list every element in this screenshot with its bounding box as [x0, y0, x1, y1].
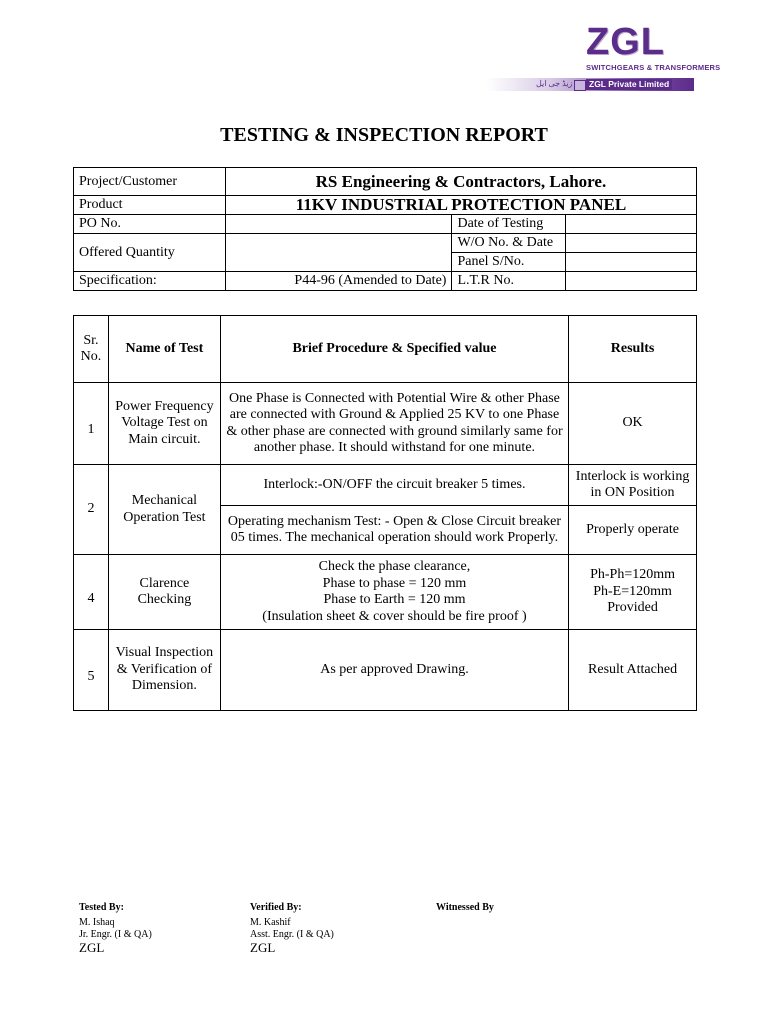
- witnessed-by-block: [436, 902, 494, 914]
- logo-tagline: SWITCHGEARS & TRANSFORMERS: [586, 63, 721, 72]
- spec-label: Specification:: [74, 272, 226, 291]
- procedure-line: Phase to Earth = 120 mm: [323, 592, 466, 607]
- po-label: PO No.: [74, 215, 226, 234]
- row-procedure: Operating mechanism Test: - Open & Close Circuit breaker 05 times. The mechanical operation should work Properly.: [220, 506, 568, 555]
- date-value: [566, 215, 697, 234]
- info-row-spec: [74, 272, 697, 291]
- row-result: Result Attached: [569, 630, 697, 711]
- row-sr: 5: [74, 630, 109, 711]
- ltr-label: L.T.R No.: [452, 272, 566, 291]
- tested-by-org: ZGL: [79, 940, 105, 955]
- witnessed-by-heading: Witnessed By: [436, 902, 494, 913]
- wo-value: [566, 234, 697, 253]
- po-value: [225, 215, 452, 234]
- header-results: Results: [569, 316, 697, 383]
- verified-by-designation: Asst. Engr. (I & QA): [250, 929, 334, 940]
- row-test-name: Power Frequency Voltage Test on Main circuit.: [108, 383, 220, 465]
- qty-label: Offered Quantity: [74, 234, 226, 272]
- tested-by-block: [79, 902, 152, 955]
- verified-by-org: ZGL: [250, 940, 276, 955]
- tests-header-row: [74, 316, 697, 383]
- info-row-qty: [74, 234, 697, 253]
- spec-value: P44-96 (Amended to Date): [225, 272, 452, 291]
- row-procedure: [220, 555, 568, 630]
- row-test-name: Visual Inspection & Verification of Dimension.: [108, 630, 220, 711]
- row-result: [569, 555, 697, 630]
- row-test-name: Clarence Checking: [108, 555, 220, 630]
- table-row: [74, 383, 697, 465]
- info-row-product: [74, 196, 697, 215]
- verified-by-name: M. Kashif: [250, 917, 291, 928]
- result-line: Provided: [607, 600, 658, 616]
- verified-by-block: [250, 902, 334, 955]
- result-line: Ph-Ph=120mm: [590, 567, 676, 583]
- ltr-value: [566, 272, 697, 291]
- procedure-line: Check the phase clearance,: [318, 559, 471, 574]
- row-result: Properly operate: [569, 506, 697, 555]
- tested-by-designation: Jr. Engr. (I & QA): [79, 929, 152, 940]
- panel-label: Panel S/No.: [452, 253, 566, 272]
- row-result: Interlock is working in ON Position: [569, 465, 697, 506]
- info-table: [73, 167, 697, 291]
- header-sr-no: Sr. No.: [74, 316, 109, 383]
- procedure-line: (Insulation sheet & cover should be fire proof ): [262, 608, 527, 624]
- header-name-of-test: Name of Test: [108, 316, 220, 383]
- table-row: [74, 555, 697, 630]
- tested-by-heading: Tested By:: [79, 902, 124, 913]
- tested-by-name: M. Ishaq: [79, 917, 115, 928]
- panel-value: [566, 253, 697, 272]
- qty-value: [225, 234, 452, 272]
- table-row: [74, 630, 697, 711]
- report-title: TESTING & INSPECTION REPORT: [220, 124, 548, 146]
- logo-mark-icon: [574, 80, 586, 91]
- product-label: Product: [74, 196, 226, 215]
- row-result: OK: [569, 383, 697, 465]
- product-value: 11KV INDUSTRIAL PROTECTION PANEL: [225, 196, 696, 215]
- row-procedure: One Phase is Connected with Potential Wire & other Phase are connected with Ground & Applied 25 KV to one Phase & other phase are connected with ground similarly same for another phase. It should withstand for one minute.: [220, 383, 568, 465]
- row-procedure: As per approved Drawing.: [220, 630, 568, 711]
- project-label: Project/Customer: [74, 168, 226, 196]
- row-procedure: Interlock:-ON/OFF the circuit breaker 5 times.: [220, 465, 568, 506]
- verified-by-heading: Verified By:: [250, 902, 302, 913]
- row-sr: 1: [74, 383, 109, 465]
- header-procedure: Brief Procedure & Specified value: [220, 316, 568, 383]
- table-row: [74, 465, 697, 506]
- result-line: Ph-E=120mm: [593, 583, 672, 599]
- logo-urdu-text: زیڈ جی ایل: [536, 79, 573, 88]
- procedure-line: Phase to phase = 120 mm: [322, 575, 467, 591]
- info-row-project: [74, 168, 697, 196]
- row-sr: 4: [74, 555, 109, 630]
- row-sr: 2: [74, 465, 109, 555]
- company-logo: [486, 21, 721, 94]
- tests-table: [73, 315, 697, 711]
- project-value: RS Engineering & Contractors, Lahore.: [225, 168, 696, 196]
- row-test-name: Mechanical Operation Test: [108, 465, 220, 555]
- logo-company-name: ZGL Private Limited: [586, 79, 672, 90]
- info-row-po: [74, 215, 697, 234]
- wo-label: W/O No. & Date: [452, 234, 566, 253]
- logo-brand: ZGL: [586, 21, 665, 63]
- date-label: Date of Testing: [452, 215, 566, 234]
